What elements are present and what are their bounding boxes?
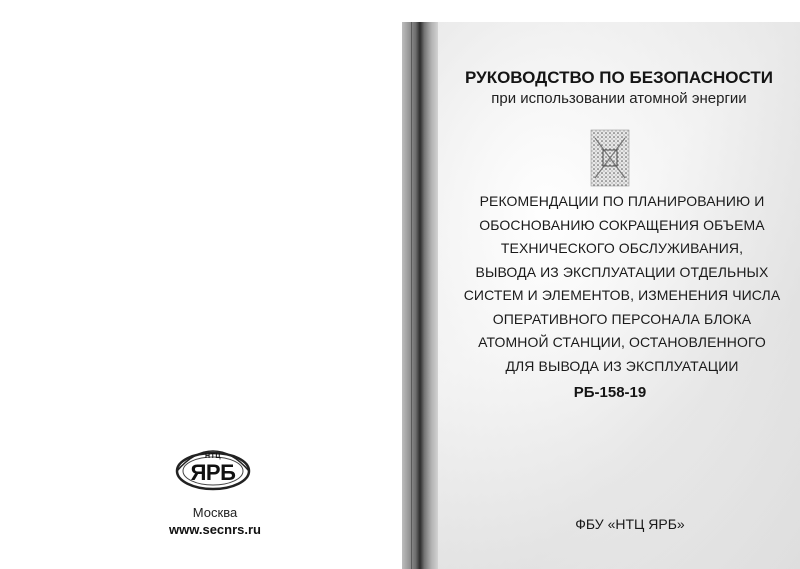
series-title: РУКОВОДСТВО ПО БЕЗОПАСНОСТИ	[465, 68, 773, 87]
document-title-line: ТЕХНИЧЕСКОГО ОБСЛУЖИВАНИЯ,	[500, 240, 744, 256]
document-code: РБ-158-19	[573, 384, 647, 401]
document-title-line: ДЛЯ ВЫВОДА ИЗ ЭКСПЛУАТАЦИИ	[505, 357, 739, 374]
book-spine	[402, 22, 438, 569]
document-title-line: РЕКОМЕНДАЦИИ ПО ПЛАНИРОВАНИЮ И	[479, 193, 765, 209]
document-title-line: СИСТЕМ И ЭЛЕМЕНТОВ, ИЗМЕНЕНИЯ ЧИСЛА	[463, 287, 781, 303]
document-title	[452, 190, 792, 378]
website-link: www.secnrs.ru	[169, 522, 261, 537]
logo-top-text: НТЦ	[205, 453, 221, 460]
series-subtitle: при использовании атомной энергии	[491, 90, 747, 107]
document-title-line: АТОМНОЙ СТАНЦИИ, ОСТАНОВЛЕННОГО	[478, 334, 766, 350]
spine-fold-line	[411, 22, 412, 569]
document-title-line: ОБОСНОВАНИЮ СОКРАЩЕНИЯ ОБЪЕМА	[479, 216, 765, 233]
publisher-label: ФБУ «НТЦ ЯРБ»	[575, 516, 685, 532]
logo-main-text: ЯРБ	[190, 460, 236, 485]
document-title-line: ОПЕРАТИВНОГО ПЕРСОНАЛА БЛОКА	[492, 310, 752, 327]
ntc-yarb-logo	[174, 447, 252, 493]
document-title-line: ВЫВОДА ИЗ ЭКСПЛУАТАЦИИ ОТДЕЛЬНЫХ	[475, 263, 769, 280]
city-label: Москва	[192, 505, 238, 520]
hologram-stamp-icon	[581, 128, 639, 188]
